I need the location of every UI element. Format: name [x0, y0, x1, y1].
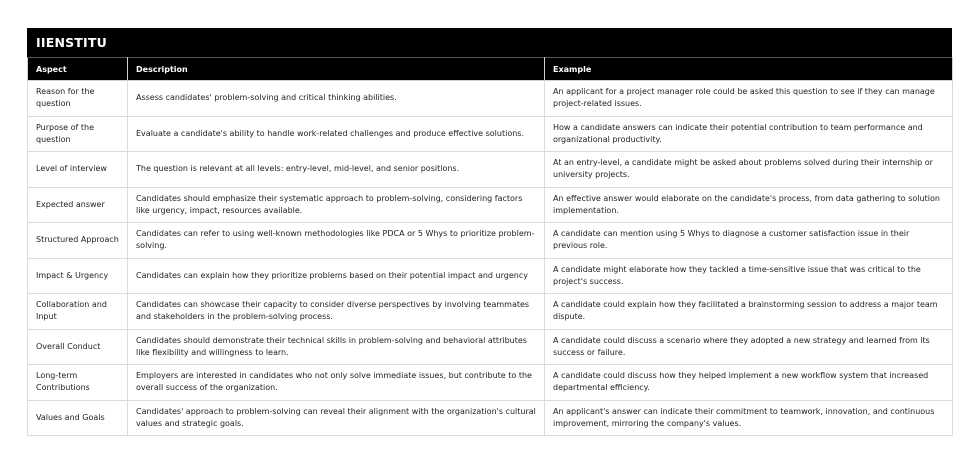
aspect-cell: Level of interview: [28, 152, 128, 188]
example-cell: A candidate could discuss how they helped implement a new workflow system that increased departmental efficiency.: [545, 365, 953, 401]
table-row: [28, 258, 953, 294]
brand-name: IIENSTITU: [36, 35, 107, 50]
description-cell: Candidates can explain how they prioritize problems based on their potential impact and urgency: [128, 258, 545, 294]
example-cell: A candidate could explain how they facilitated a brainstorming session to address a major team dispute.: [545, 294, 953, 330]
table-row: [28, 223, 953, 259]
aspect-cell: Expected answer: [28, 187, 128, 223]
description-cell: Evaluate a candidate's ability to handle work-related challenges and produce effective solutions.: [128, 116, 545, 152]
aspect-cell: Reason for the question: [28, 81, 128, 117]
example-cell: How a candidate answers can indicate their potential contribution to team performance and organizational productivity.: [545, 116, 953, 152]
description-cell: Employers are interested in candidates who not only solve immediate issues, but contribute to the overall success of the organization.: [128, 365, 545, 401]
table-row: [28, 400, 953, 436]
table-row: [28, 187, 953, 223]
aspect-cell: Structured Approach: [28, 223, 128, 259]
table-header-row: [28, 58, 953, 81]
aspect-cell: Purpose of the question: [28, 116, 128, 152]
brand-header: [27, 28, 952, 57]
description-cell: Candidates can refer to using well-known methodologies like PDCA or 5 Whys to prioritize problem-solving.: [128, 223, 545, 259]
description-cell: Candidates' approach to problem-solving can reveal their alignment with the organization's cultural values and strategic goals.: [128, 400, 545, 436]
table-row: [28, 294, 953, 330]
table-row: [28, 81, 953, 117]
aspect-cell: Collaboration and Input: [28, 294, 128, 330]
content-table-container: [27, 28, 952, 436]
example-cell: At an entry-level, a candidate might be asked about problems solved during their internship or university projects.: [545, 152, 953, 188]
aspect-cell: Impact & Urgency: [28, 258, 128, 294]
table-row: [28, 116, 953, 152]
aspect-cell: Overall Conduct: [28, 329, 128, 365]
example-cell: An applicant for a project manager role could be asked this question to see if they can manage project-related issues.: [545, 81, 953, 117]
aspects-table: [27, 57, 953, 436]
example-cell: An effective answer would elaborate on the candidate's process, from data gathering to solution implementation.: [545, 187, 953, 223]
table-row: [28, 152, 953, 188]
description-cell: Candidates should demonstrate their technical skills in problem-solving and behavioral attributes like flexibility and willingness to learn.: [128, 329, 545, 365]
example-cell: A candidate might elaborate how they tackled a time-sensitive issue that was critical to the project's success.: [545, 258, 953, 294]
example-cell: A candidate can mention using 5 Whys to diagnose a customer satisfaction issue in their previous role.: [545, 223, 953, 259]
example-cell: A candidate could discuss a scenario where they adopted a new strategy and learned from its success or failure.: [545, 329, 953, 365]
column-header-example: Example: [545, 58, 953, 81]
description-cell: Assess candidates' problem-solving and critical thinking abilities.: [128, 81, 545, 117]
description-cell: The question is relevant at all levels: entry-level, mid-level, and senior positions.: [128, 152, 545, 188]
example-cell: An applicant's answer can indicate their commitment to teamwork, innovation, and continuous improvement, mirroring the company's values.: [545, 400, 953, 436]
column-header-aspect: Aspect: [28, 58, 128, 81]
table-body: [28, 81, 953, 436]
description-cell: Candidates can showcase their capacity to consider diverse perspectives by involving teammates and stakeholders in the problem-solving process.: [128, 294, 545, 330]
column-header-description: Description: [128, 58, 545, 81]
description-cell: Candidates should emphasize their systematic approach to problem-solving, considering factors like urgency, impact, resources available.: [128, 187, 545, 223]
table-row: [28, 329, 953, 365]
aspect-cell: Values and Goals: [28, 400, 128, 436]
aspect-cell: Long-term Contributions: [28, 365, 128, 401]
table-row: [28, 365, 953, 401]
